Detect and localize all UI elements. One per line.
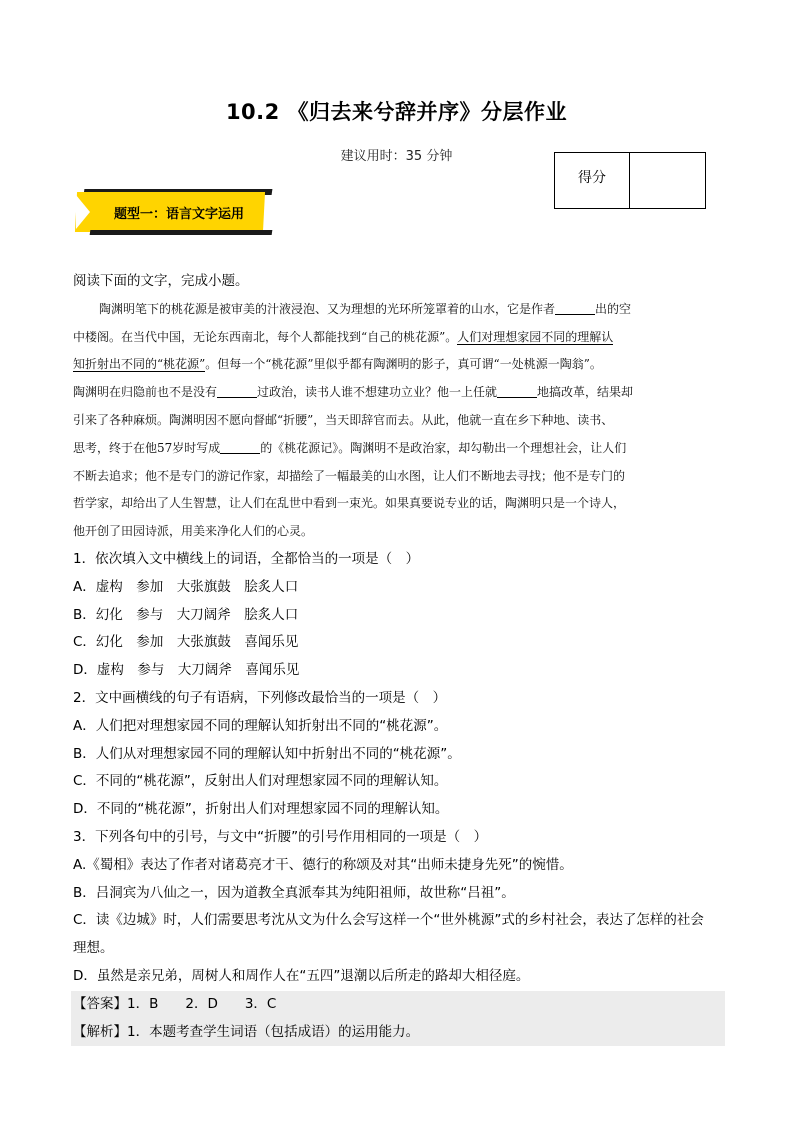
passage-line: 哲学家，却给出了人生智慧，让人们在乱世中看到一束光。如果真要说专业的话，陶渊明只是一个诗人， (73, 496, 626, 511)
page-title: 10.2 《归去来兮辞并序》分层作业 (225, 100, 568, 124)
score-label: 得分 (555, 153, 630, 208)
question-2-option-d: D．不同的“桃花源”，折射出人们对理想家园不同的理解认知。 (73, 801, 449, 818)
banner-shadow-bottom (90, 230, 273, 235)
question-2-option-c: C．不同的“桃花源”，反射出人们对理想家园不同的理解认知。 (73, 773, 448, 790)
question-1-option-c: C．幻化 参加 大张旗鼓 喜闻乐见 (73, 634, 299, 651)
analysis-line: 【解析】1．本题考查学生词语（包括成语）的运用能力。 (71, 1019, 725, 1047)
question-3-option-b: B．吕洞宾为八仙之一，因为道教全真派奉其为纯阳祖师，故世称“吕祖”。 (73, 884, 515, 901)
passage-line: 知折射出不同的“桃花源”。但每一个“桃花源”里似乎都有陶渊明的影子，真可谓“一处桃源一陶翁”。 (73, 357, 602, 372)
passage-line: 引来了各种麻烦。陶渊明因不愿向督邮“折腰”，当天即辞官而去。从此，他就一直在乡下种地、读书、 (73, 412, 614, 427)
passage-line: 不断去追求；他不是专门的游记作家，却描绘了一幅最美的山水图，让人们不断地去寻找；他不是专门的 (73, 468, 626, 483)
fill-blank (497, 383, 537, 398)
passage-line: 陶渊明在归隐前也不是没有 过政治，读书人谁不想建功立业？他一上任就 地搞改革，结果却 (73, 385, 634, 400)
passage-line: 中楼阁。在当代中国，无论东西南北，每个人都能找到“自己的桃花源”。人们对理想家园不同的理解认 (73, 329, 614, 344)
question-1-option-a: A．虚构 参加 大张旗鼓 脍炙人口 (73, 578, 299, 595)
question-1-option-d: D．虚构 参与 大刀阔斧 喜闻乐见 (73, 662, 300, 679)
question-3-option-c: C．读《边城》时，人们需要思考沈从文为什么会写这样一个“世外桃源”式的乡村社会，表达了怎样的社会 (73, 912, 704, 929)
underlined-sentence: 人们对理想家园不同的理解认 (457, 329, 614, 344)
question-1-stem: 1．依次填入文中横线上的词语，全都恰当的一项是（ ） (73, 550, 420, 567)
fill-blank (555, 300, 595, 315)
question-2-option-b: B．人们从对理想家园不同的理解认知中折射出不同的“桃花源”。 (73, 745, 461, 762)
section-banner (76, 189, 272, 235)
question-3-option-d: D．虽然是亲兄弟，周树人和周作人在“五四”退潮以后所走的路却大相径庭。 (73, 967, 530, 984)
banner-notch (76, 195, 90, 229)
passage-line: 思考，终于在他57岁时写成 的《桃花源记》。陶渊明不是政治家，却勾勒出一个理想社会，让人们 (73, 440, 627, 455)
question-3-option-c-cont: 理想。 (73, 940, 114, 957)
score-value-cell[interactable] (630, 153, 705, 208)
answer-line: 【答案】1．B 2．D 3．C (71, 991, 725, 1019)
question-1-option-b: B．幻化 参与 大刀阔斧 脍炙人口 (73, 606, 299, 623)
fill-blank (217, 383, 257, 398)
suggested-time: 建议用时：35 分钟 (340, 149, 453, 164)
score-box (554, 152, 706, 209)
question-2-option-a: A．人们把对理想家园不同的理解认知折射出不同的“桃花源”。 (73, 717, 448, 734)
underlined-sentence: 知折射出不同的“桃花源” (73, 357, 206, 372)
fill-blank (220, 439, 260, 454)
section-label: 题型一：语言文字运用 (114, 207, 245, 222)
passage-line: 陶渊明笔下的桃花源是被审美的汁液浸泡、又为理想的光环所笼罩着的山水，它是作者 出的空 (99, 301, 632, 316)
passage-line: 他开创了田园诗派，用美来净化人们的心灵。 (73, 524, 314, 539)
question-3-stem: 3．下列各句中的引号，与文中“折腰”的引号作用相同的一项是（ ） (73, 828, 488, 845)
question-2-stem: 2．文中画横线的句子有语病，下列修改最恰当的一项是（ ） (73, 689, 447, 706)
document-body (73, 268, 723, 1046)
reading-instruction: 阅读下面的文字，完成小题。 (73, 273, 249, 289)
question-3-option-a: A.《蜀相》表达了作者对诸葛亮才干、德行的称颂及对其“出师未捷身先死”的惋惜。 (73, 856, 573, 873)
